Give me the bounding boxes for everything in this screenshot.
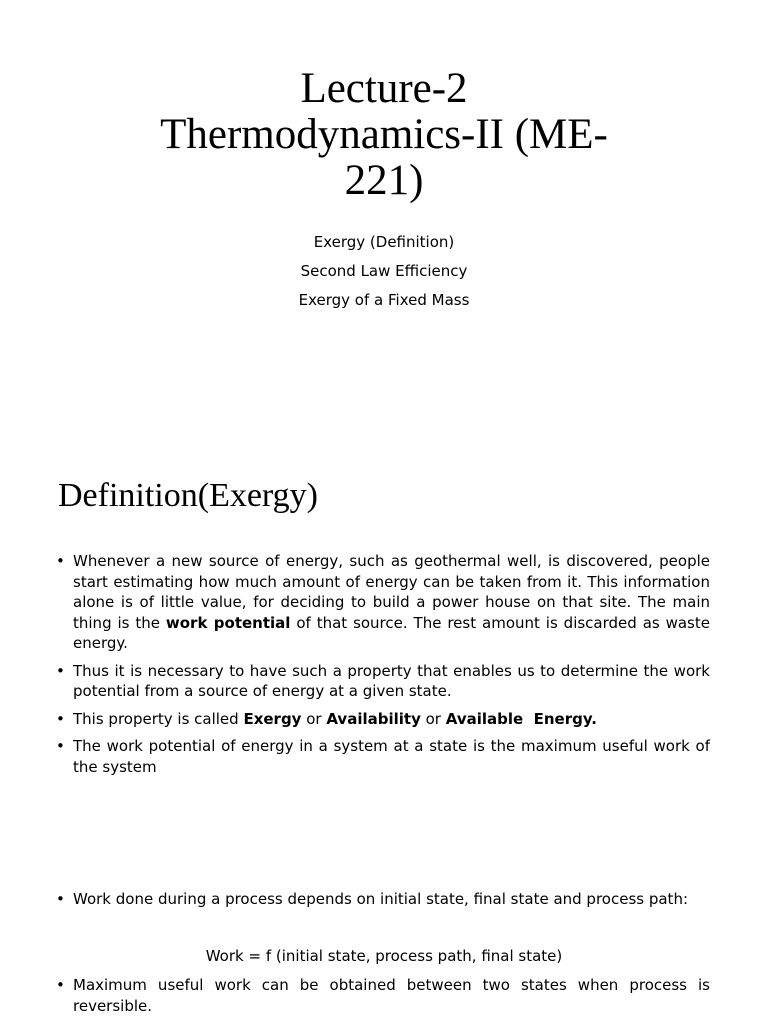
topic-item: Exergy of a Fixed Mass [298,291,470,309]
bullet-marker: • [56,976,65,994]
bullet-text: This property is called [73,709,244,728]
title-line-1: Lecture-2 [300,65,468,112]
topic-list [60,228,708,315]
bullet-text: or [301,709,327,728]
bullet-list [56,551,710,784]
bullet-item [56,975,710,1016]
bullet-bold-text: work potential [165,613,291,632]
bullet-marker: • [56,709,65,728]
bullet-text: The work potential of energy in a system at a state is the maximum useful work of the system [73,737,710,776]
bullet-bold-text: Availability [326,709,421,728]
bullet-marker: • [56,890,65,908]
bullet-text: Work done during a process depends on initial state, final state and process path: [73,890,688,908]
bullet-marker: • [56,552,65,570]
bullet-item [56,551,710,654]
bullet-text: or [420,709,446,728]
lecture-title [60,66,708,204]
bullet-bold-text: Available Energy. [445,709,597,728]
bullet-text: Whenever a new source of energy, such as geothermal well, is discovered, people start estimating how much amount of energy can be taken from it. This information alone is of little value, for deciding to build a power house on that site. The main thing is the [73,552,710,632]
bullet-item [56,736,710,777]
slide-heading: Definition(Exergy) [58,477,318,514]
title-line-3: 221) [344,157,424,204]
bullet-marker: • [56,737,65,755]
work-formula: Work = f (initial state, process path, final state) [205,947,563,965]
bullet-text: Maximum useful work can be obtained between two states when process is reversible. [73,976,710,1015]
bullet-text: Thus it is necessary to have such a property that enables us to determine the work potential from a source of energy at a given state. [73,661,710,700]
bullet-list [56,975,710,1023]
bullet-item [56,709,710,730]
bullet-text: of that source. The rest amount is discarded as waste energy. [73,613,710,652]
bullet-marker: • [56,661,65,680]
title-line-2: Thermodynamics-II (ME- [160,111,608,158]
bullet-list [56,889,710,917]
bullet-item [56,889,710,910]
bullet-bold-text: Exergy [243,709,302,728]
topic-item: Exergy (Definition) [313,233,455,251]
title-slide [0,0,768,440]
bullet-item [56,661,710,702]
topic-item: Second Law Efficiency [300,262,468,280]
